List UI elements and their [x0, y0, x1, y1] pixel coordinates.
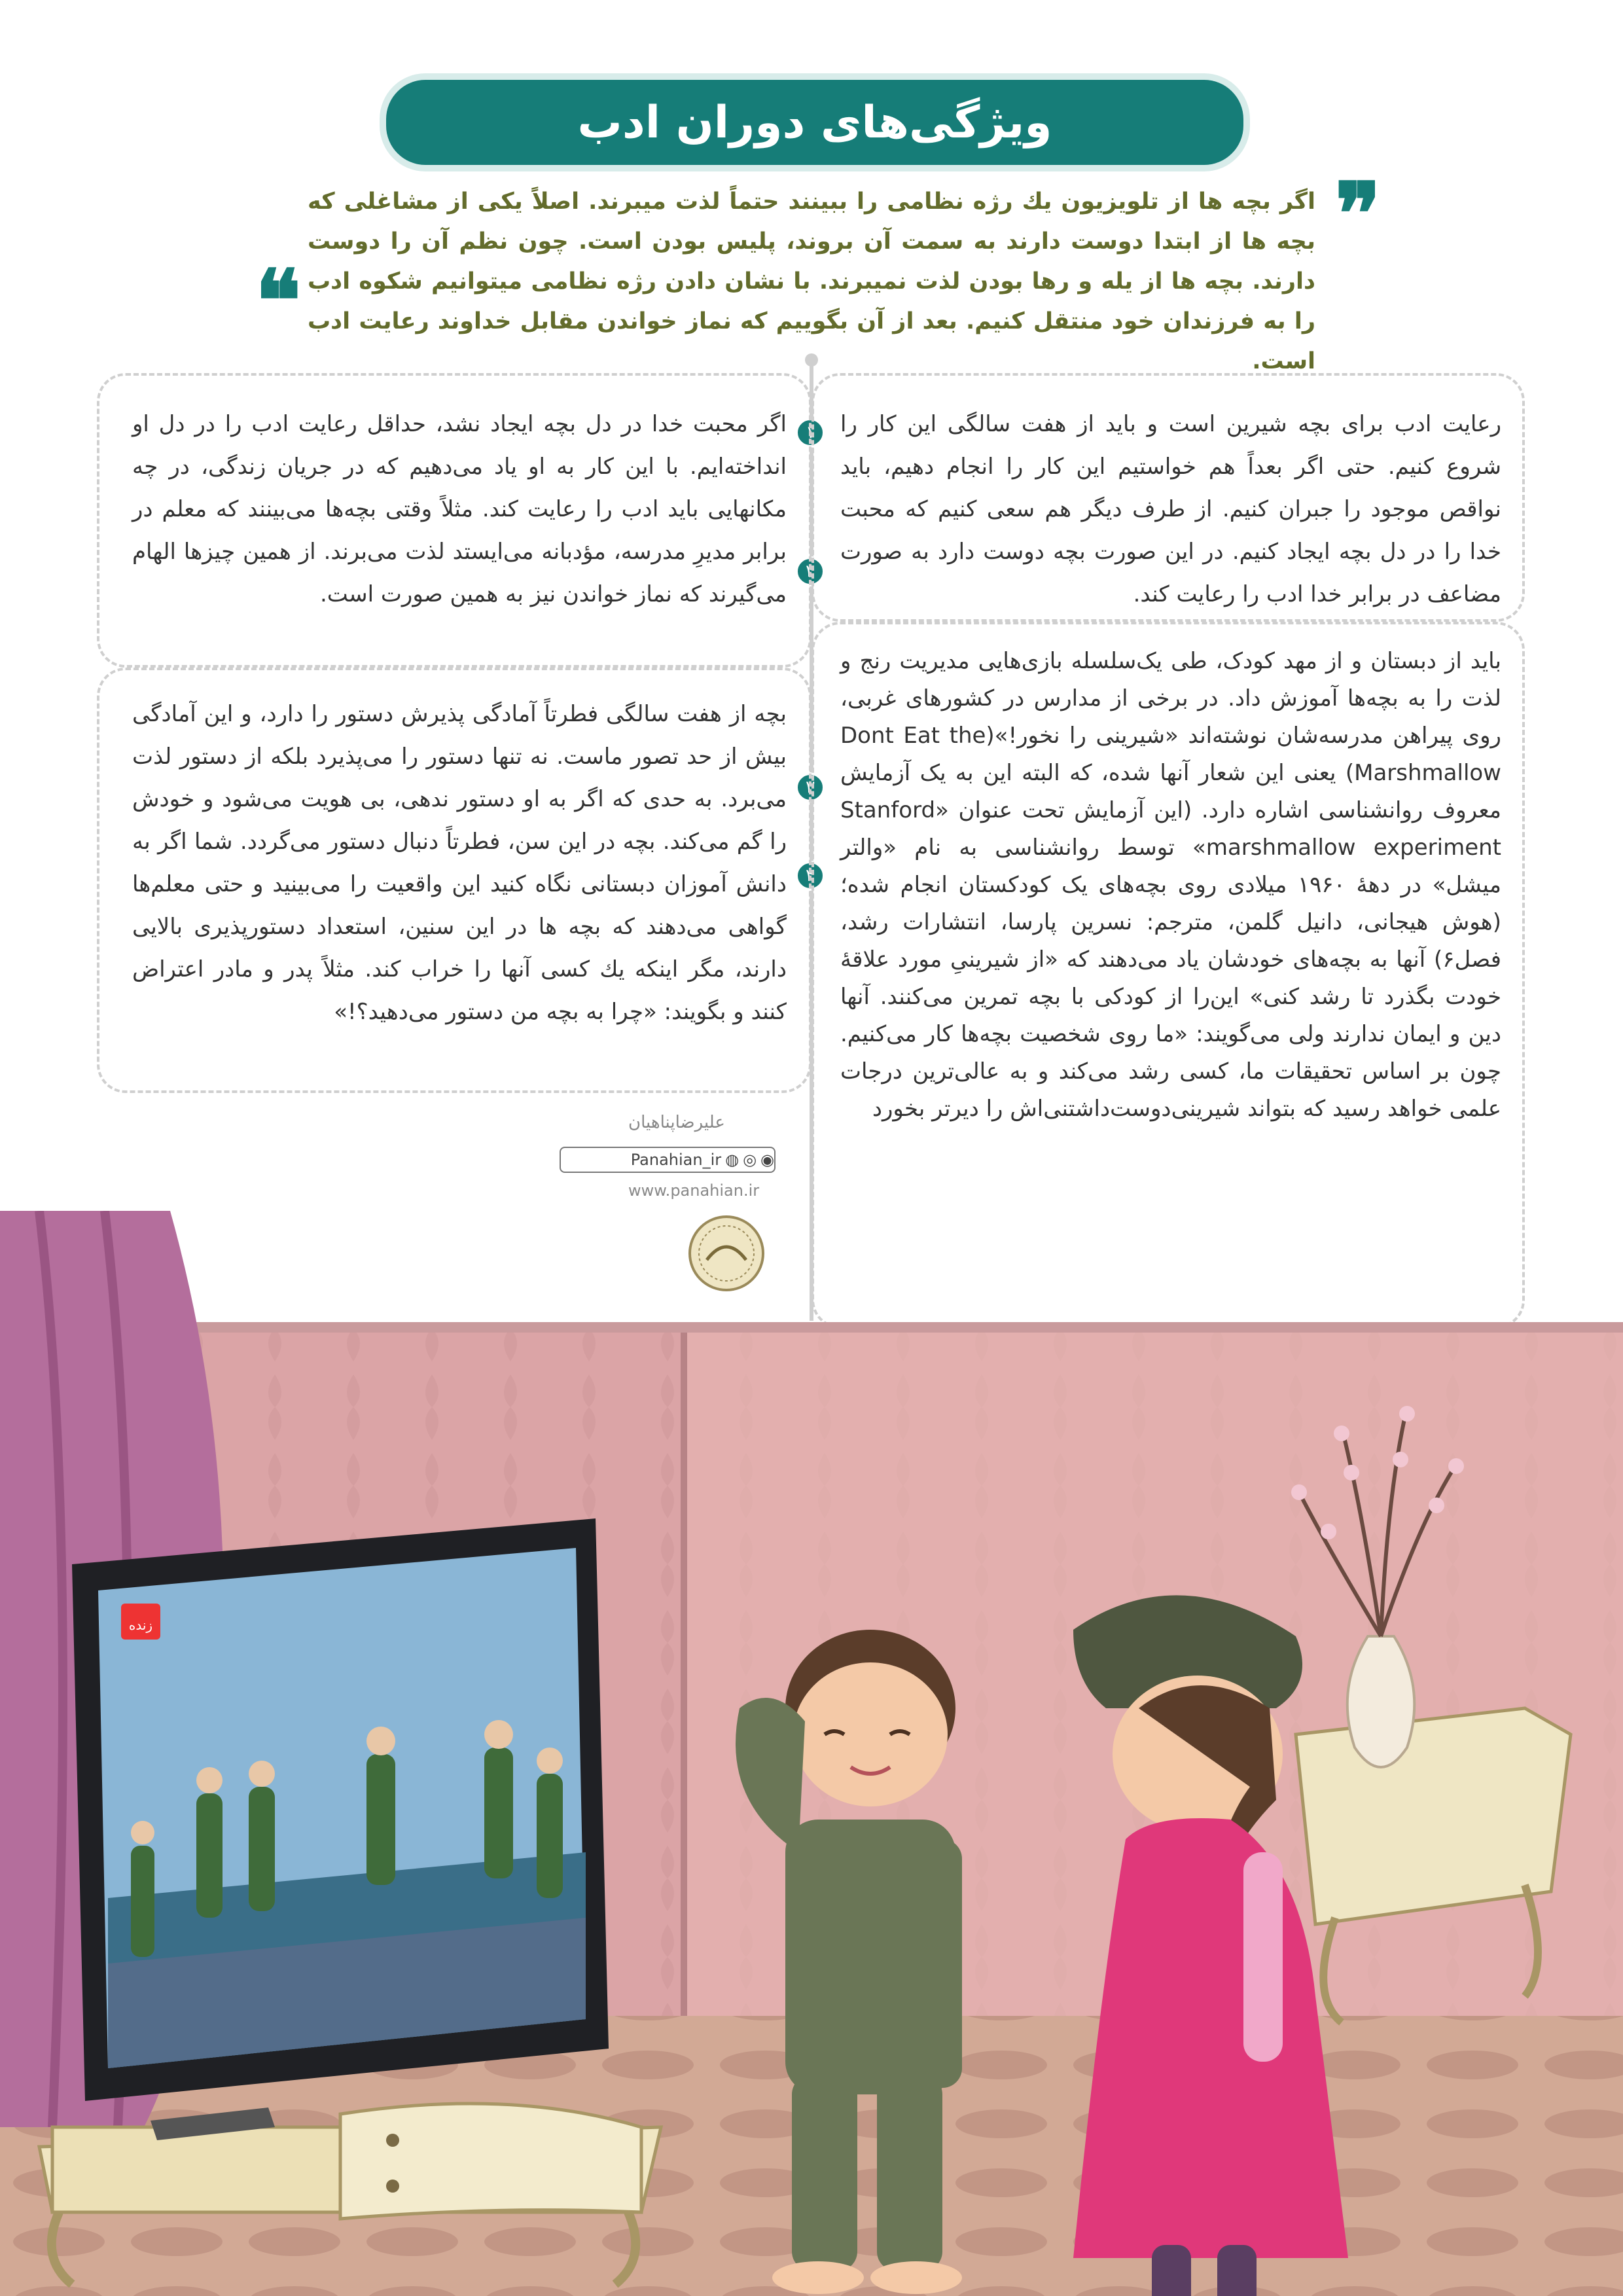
- intro-quote: اگر بچه ها از تلویزیون یك رژه نظامی را ببینند حتماً لذت میبرند. اصلاً یکی از مشاغلی که بچه ها از ابتدا دوست دارند به سمت آن بروند، پلیس بودن است. چون نظم آن را دوست دارند. بچه ها از یله و رها بودن لذت نمیبرند. با نشان دادن رژه نظامی میتوانیم شکوه ادب را به فرزندان خود منتقل کنیم. بعد از آن بگوییم که نماز خواندن مقابل خداوند رعایت ادب است.: [308, 188, 1315, 374]
- open-quote-icon: ❞: [1335, 164, 1381, 264]
- box-left-bottom: [97, 668, 812, 1093]
- close-quote-icon: ❝: [255, 251, 301, 351]
- title-banner: [386, 80, 1243, 165]
- author-name: علیرضاپناهیان: [628, 1113, 725, 1132]
- box-right-bottom-text: باید از دبستان و از مهد کودک، طی یک‌سلسله بازی‌هایی مدیریت رنج و لذت را به بچه‌ها آموزش داد. در برخی از مدارس در کشورهای غربی، روی پیراهن مدرسه‌شان نوشته‌اند «شیرینی را نخور!»(Dont Eat the Marshmallow) یعنی این شعار آنها شده، که البته این به یک آزمایش معروف روانشناسی اشاره دارد. (این آزمایش تحت عنوان «Stanford marshmallow experiment» توسط روانشناسی به نام «والتر میشل» در دههٔ ۱۹۶۰ میلادی روی بچه‌های یک کودکستان انجام شده؛ (هوش هیجانی، دانیل گلمن، مترجم: نسرین پارسا، انتشارات رشد، فصل۶) آنها به بچه‌های خودشان یاد می‌دهند که «از شیرینیِ مورد علاقهٔ خودت بگذرد تا رشد کنی» این‌را از کودکی با بچه تمرین می‌کنند. آنها دین و ایمان ندارند ولی می‌گویند: «ما روی شخصیت بچه‌ها کار می‌کنیم. چون بر اساس تحقیقات ما، کسی رشد می‌کند و به عالی‌ترین درجات علمی خواهد رسید که بتواند شیرینی‌دوست‌داشتنی‌اش را دیرتر بخورد: [840, 648, 1502, 1122]
- page-title: ویژگی‌های دوران ادب: [577, 96, 1052, 149]
- marker-2: ۲: [795, 556, 825, 586]
- social-handle[interactable]: [560, 1147, 776, 1173]
- instagram-icon: ◎: [743, 1151, 757, 1169]
- marker-4: ۴: [795, 861, 825, 891]
- telegram-icon: ◉: [760, 1151, 774, 1169]
- box-left-top-text: اگر محبت خدا در دل بچه ایجاد نشد، حداقل رعایت ادب را در دل او انداخته‌ایم. با این کار به او یاد می‌دهیم که در جریان زندگی، در چه مکانهایی باید ادب را رعایت کند. مثلاً وقتی بچه‌ها می‌بینند که معلم در برابر مدیرِ مدرسه، مؤدبانه می‌ایستد لذت می‌برند. از همین چیزها الهام می‌گیرند که نماز خواندن نیز به همین صورت است.: [132, 411, 787, 607]
- timeline-cap: [805, 353, 818, 367]
- handle-text: Panahian_ir: [630, 1151, 722, 1169]
- box-left-bottom-text: بچه از هفت سالگی فطرتاً آمادگی پذیرش دستور را دارد، و این آمادگی بیش از حد تصور ماست. نه تنها دستور را می‌پذیرد بلکه از دستور لذت می‌برد. به حدی که اگر به او دستور ندهی، بی هویت می‌شود و خودش را گم می‌کند. بچه در این سن، فطرتاً دنبال دستور می‌گردد. شما اگر به دانش آموزان دبستانی نگاه کنید این واقعیت را می‌بینید و حتی معلم‌ها گواهی می‌دهند که بچه ها در این سنین، استعداد دستورپذیری بالایی دارند، مگر اینکه یك کسی آنها را خراب کند. مثلاً پدر و مادر اعتراض کنند و بگویند: «چرا به بچه من دستور می‌دهید؟!»: [132, 701, 787, 1025]
- tv-logo-text: زنده: [128, 1617, 153, 1633]
- box-left-top: [97, 373, 812, 668]
- box-right-top-text: رعایت ادب برای بچه شیرین است و باید از هفت سالگی این کار را شروع کنیم. حتی اگر بعداً هم خواستیم این کار را انجام دهیم، باید نواقص موجود را جبران کنیم. از طرف دیگر هم سعی کنیم که محبت خدا را در دل بچه ایجاد کنیم. در این صورت بچه دوست دارد به صورت مضاعف در برابر خدا ادب را رعایت کند.: [840, 411, 1501, 607]
- marker-3: ۳: [795, 772, 825, 802]
- web-icon: ◍: [725, 1151, 740, 1169]
- box-right-top: [812, 373, 1525, 622]
- room-illustration: [0, 1211, 1623, 2296]
- marker-1: ۱: [795, 418, 825, 448]
- website-link[interactable]: www.panahian.ir: [628, 1181, 760, 1200]
